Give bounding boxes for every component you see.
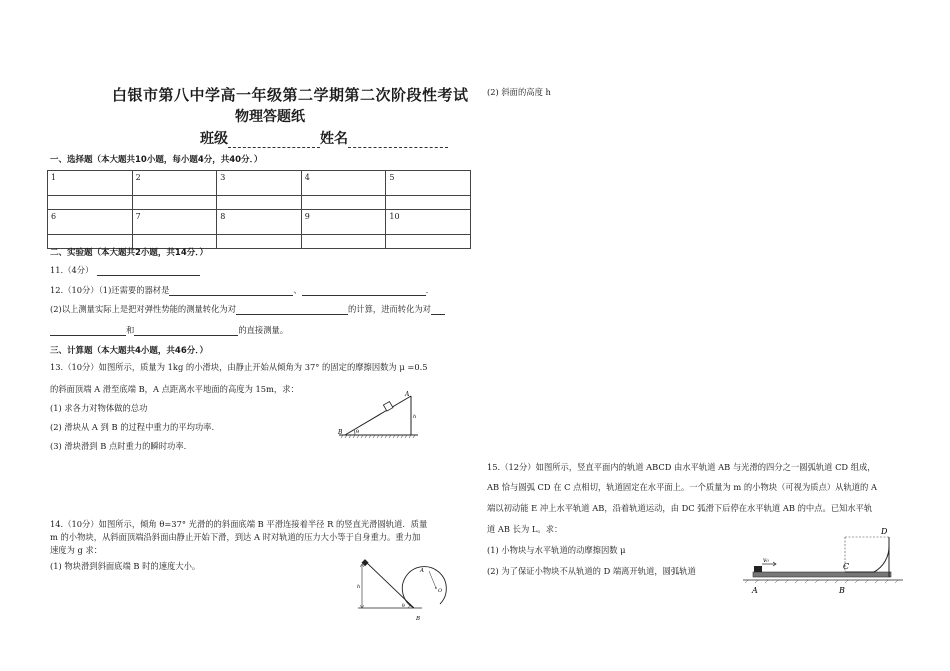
q12-text-b1: (2)以上测量实际上是把对弹性势能的测量转化为对 — [50, 304, 236, 314]
q14-line2: m 的小物块，从斜面顶端沿斜面由静止开始下滑，到达 A 时对轨道的压力大小等于自身重力。重力加 — [50, 532, 421, 542]
q12-text-c2: 的直接测量。 — [238, 325, 289, 335]
q12-separator: 、 — [293, 285, 302, 295]
q12-end: ． — [425, 285, 435, 295]
q13-part2: (2) 滑块从 A 到 B 的过程中重力的平均功率. — [50, 422, 215, 432]
q12-label: 12.（10分）（1)还需要的器材是 — [50, 285, 170, 295]
q14-label-h: h — [357, 584, 361, 590]
q15-line4: 道 AB 长为 L。求： — [487, 524, 563, 534]
q14-label-theta: θ — [402, 604, 405, 609]
q14-label-a: A — [420, 568, 424, 574]
q15-line2: AB 恰与圆弧 CD 在 C 点相切，轨道固定在水平面上。一个质量为 m 的小物块（可视为质点）从轨道的 A — [487, 482, 877, 492]
q15-part2: (2) 为了保证小物块不从轨道的 D 端离开轨道，圆弧轨道 — [487, 566, 696, 576]
q11-label: 11.（4分） — [50, 265, 94, 275]
q11 — [50, 265, 200, 276]
answer-cell[interactable] — [48, 196, 133, 210]
q12-line1 — [50, 285, 434, 296]
q15-line1: 15.（12分）如图所示，竖直平面内的轨道 ABCD 由水平轨道 AB 与光滑的四分之一圆弧轨道 CD 组成， — [487, 462, 876, 472]
answer-cell[interactable]: 3 — [217, 171, 302, 196]
q15-label-a: A — [752, 586, 758, 595]
q12-line3 — [50, 325, 288, 336]
q12-blank-1[interactable] — [169, 286, 293, 296]
q15-part1: (1) 小物块与水平轨道的动摩擦因数 μ — [487, 545, 626, 555]
q13-label-theta: θ — [356, 429, 360, 435]
section3-heading: 三、计算题（本大题共4小题，共46分．） — [50, 346, 208, 356]
answer-cell[interactable]: 2 — [132, 171, 217, 196]
page-subtitle: 物理答题纸 — [235, 109, 305, 125]
q12-text-b2: 的计算，进而转化为对 — [348, 304, 431, 314]
answer-cell[interactable]: 1 — [48, 171, 133, 196]
answer-cell[interactable]: 7 — [132, 210, 217, 235]
q14-label-b: B — [416, 616, 421, 622]
answer-cell[interactable] — [217, 235, 302, 249]
answer-cell[interactable] — [386, 196, 471, 210]
q15-label-d: D — [881, 527, 888, 536]
answer-cell[interactable] — [301, 196, 386, 210]
q12-blank-5[interactable] — [50, 326, 126, 336]
q14-line1: 14.（10分）如图所示，倾角 θ=37° 光滑的的斜面底端 B 平滑连接着半径 R 的竖直光滑圆轨道．质量 — [50, 519, 428, 529]
page-title: 白银市第八中学高一年级第二学期第二次阶段性考试 — [112, 86, 469, 104]
section2-heading: 二、实验题（本大题共2小题，共14分．） — [50, 248, 208, 258]
q14-label-o: O — [438, 588, 443, 594]
answer-table — [47, 170, 471, 249]
q15-label-b: B — [839, 586, 845, 595]
q14-line3: 速度为 g 求： — [50, 545, 103, 555]
q13-label-b: B — [338, 429, 343, 436]
q13-line2: 的斜面顶端 A 滑至底端 B，A 点距离水平地面的高度为 15m，求： — [50, 384, 299, 394]
class-field[interactable] — [228, 137, 320, 148]
class-label: 班级 — [200, 131, 228, 147]
answer-cell[interactable]: 6 — [48, 210, 133, 235]
answer-cell[interactable] — [132, 196, 217, 210]
q14-part1: (1) 物块滑到斜面底端 B 时的速度大小。 — [50, 561, 201, 571]
answer-cell[interactable]: 9 — [301, 210, 386, 235]
q12-blank-2[interactable] — [302, 286, 426, 296]
q12-blank-6[interactable] — [134, 326, 238, 336]
q11-blank[interactable] — [97, 266, 200, 276]
answer-cell[interactable]: 8 — [217, 210, 302, 235]
name-label: 姓名 — [320, 131, 348, 147]
answer-cell[interactable] — [217, 196, 302, 210]
answer-cell[interactable]: 5 — [386, 171, 471, 196]
q15-line3: 端以初动能 E 冲上水平轨道 AB，沿着轨道运动，由 DC 弧滑下后停在水平轨道 AB 的中点。已知水平轨 — [487, 503, 873, 513]
q13-label-h: h — [413, 414, 417, 420]
q13-label-a: A — [405, 391, 410, 398]
q14-part2: (2) 斜面的高度 h — [487, 87, 551, 97]
class-name-row — [200, 128, 448, 148]
answer-cell[interactable] — [386, 235, 471, 249]
q13-line1: 13.（10分）如图所示，质量为 1kg 的小滑块，由静止开始从倾角为 37° 的固定的摩擦因数为 μ =0.5 — [50, 362, 428, 372]
q12-blank-3[interactable] — [236, 305, 348, 315]
answer-cell[interactable]: 4 — [301, 171, 386, 196]
q12-line2 — [50, 304, 445, 315]
q15-track-figure — [735, 523, 907, 597]
q12-text-c1: 和 — [126, 325, 135, 335]
q13-incline-figure — [333, 388, 423, 440]
q13-part3: (3) 滑块滑到 B 点时重力的瞬时功率. — [50, 441, 187, 451]
answer-cell[interactable]: 10 — [386, 210, 471, 235]
q15-label-v0: v₀ — [763, 557, 769, 564]
section1-heading: 一、选择题（本大题共10小题，每小题4分，共40分．） — [50, 155, 263, 165]
q15-label-c: C — [843, 562, 850, 571]
q14-loop-figure — [352, 558, 464, 628]
answer-cell[interactable] — [301, 235, 386, 249]
q12-blank-4[interactable] — [431, 305, 445, 315]
name-field[interactable] — [348, 137, 448, 148]
q13-part1: (1) 求各力对物体做的总功 — [50, 403, 148, 413]
